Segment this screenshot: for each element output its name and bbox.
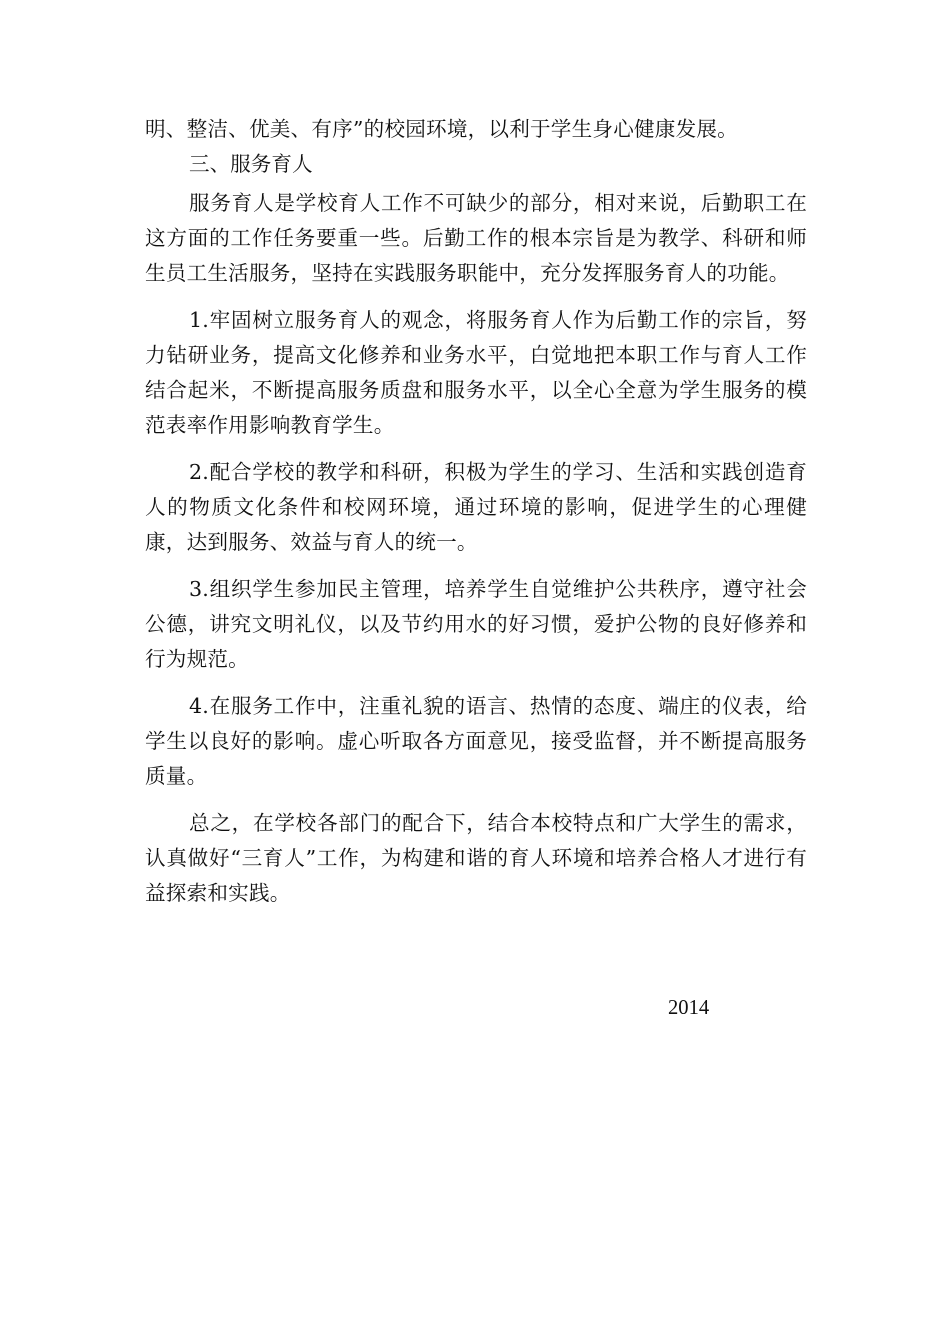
document-body	[145, 112, 807, 923]
paragraph-item-2: 2.配合学校的教学和科研，积极为学生的学习、生活和实践创造育人的物质文化条件和校网环境，通过环境的影响，促进学生的心理健康，达到服务、效益与育人的统一。	[145, 460, 807, 554]
section-heading-service: 三、服务育人	[189, 152, 313, 176]
paragraph-conclusion: 总之，在学校各部门的配合下，结合本校特点和广大学生的需求，认真做好“三育人”工作，为构建和谐的育人环境和培养合格人才进行有益探索和实践。	[145, 811, 807, 905]
paragraph-item-3: 3.组织学生参加民主管理，培养学生自觉维护公共秩序，遵守社会公德，讲究文明礼仪，以及节约用水的好习惯，爱护公物的良好修养和行为规范。	[145, 577, 807, 671]
paragraph-item-4: 4.在服务工作中，注重礼貌的语言、热情的态度、端庄的仪表，给学生以良好的影响。虚心听取各方面意见，接受监督，并不断提高服务质量。	[145, 694, 807, 788]
paragraph-intro: 服务育人是学校育人工作不可缺少的部分，相对来说，后勤职工在这方面的工作任务要重一些。后勤工作的根本宗旨是为教学、科研和师生员工生活服务，坚持在实践服务职能中，充分发挥服务育人的功能。	[145, 191, 807, 285]
paragraph-continuation: 明、整洁、优美、有序”的校园环境，以利于学生身心健康发展。	[145, 117, 738, 141]
document-date: 2014	[668, 997, 710, 1019]
paragraph-item-1: 1.牢固树立服务育人的观念，将服务育人作为后勤工作的宗旨，努力钻研业务，提高文化修养和业务水平，白觉地把本职工作与育人工作结合起米，不断提高服务质盘和服务水平，以全心全意为学生服务的模范表率作用影响教育学生。	[145, 308, 807, 437]
